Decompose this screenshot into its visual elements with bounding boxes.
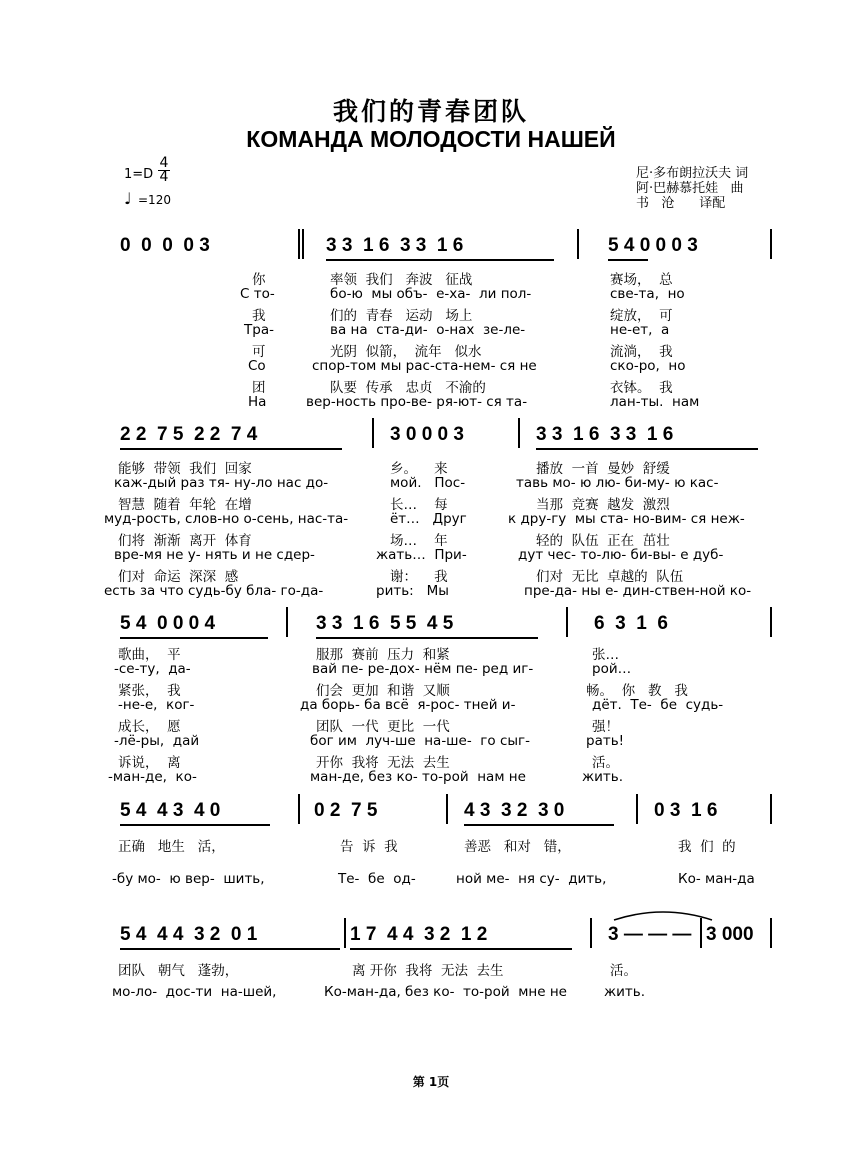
lyric-segment: Тра-: [244, 322, 274, 338]
barline: [636, 794, 638, 824]
lyric-segment: 离 开你 我将 无法 去生: [352, 963, 504, 979]
lyric-line: [0, 583, 862, 601]
notation-segment: 0 0 0 0 3: [120, 235, 210, 256]
lyric-segment: 活。: [610, 963, 637, 979]
lyric-segment: 播放 一首 曼妙 舒缓: [536, 461, 670, 477]
lyric-segment: ман-де, без ко- то-рой нам не: [310, 769, 526, 785]
lyric-line: [0, 769, 862, 787]
time-signature-bottom: 4: [159, 169, 169, 185]
lyric-line: [0, 322, 862, 340]
beam-line: [536, 448, 758, 450]
credit-composer: 阿·巴赫慕托娃 曲: [636, 181, 744, 196]
lyric-segment: 成长， 愿: [118, 719, 181, 735]
quarter-note-icon: ♩: [124, 189, 132, 208]
credit-translator: 书 沧 译配: [636, 196, 726, 211]
key-signature: 1=D: [124, 167, 154, 182]
lyric-line: [0, 457, 862, 475]
lyric-line: [0, 340, 862, 358]
time-signature: [158, 157, 170, 184]
lyric-segment: 你: [252, 272, 266, 288]
notation-segment: 4 3 3 2 3 0: [464, 800, 565, 821]
lyric-segment: 们的 青春 运动 场上: [330, 308, 473, 324]
lyric-segment: -се-ту, да-: [114, 661, 191, 677]
staff-system-4: [0, 800, 862, 824]
beam-line: [120, 448, 342, 450]
notation-segment: 5 4 4 3 4 0: [120, 800, 221, 821]
lyric-segment: бог им луч-ше на-ше- го сыг-: [310, 733, 530, 749]
lyric-segment: жить.: [582, 769, 624, 785]
lyric-segment: 轻的 队伍 正在 茁壮: [536, 533, 670, 549]
lyric-segment: 们将 渐渐 离开 体育: [118, 533, 252, 549]
lyric-segment: лан-ты. нам: [610, 394, 700, 410]
lyric-segment: 们对 无比 卓越的 队伍: [536, 569, 684, 585]
barline: [770, 794, 772, 824]
beam-line: [464, 824, 614, 826]
lyric-segment: 率领 我们 奔波 征战: [330, 272, 473, 288]
lyric-segment: 光阴 似箭， 流年 似水: [330, 344, 482, 360]
lyric-line: [0, 715, 862, 733]
beam-line: [120, 948, 340, 950]
notation-segment: 1 7 4 4 3 2 1 2: [350, 924, 488, 945]
lyric-line: [0, 376, 862, 394]
barline: [446, 794, 448, 824]
lyric-segment: 我: [252, 308, 266, 324]
lyric-line: [0, 547, 862, 565]
lyric-segment: 诉说， 离: [118, 755, 181, 771]
lyric-segment: тавь мо- ю лю- би-му- ю кас-: [516, 475, 719, 491]
lyric-segment: вер-ность про-ве- ря-ют- ся та-: [306, 394, 528, 410]
repeat-barline: [298, 229, 300, 259]
lyric-segment: 畅。 你 教 我: [586, 683, 688, 699]
lyric-segment: све-та, но: [610, 286, 685, 302]
lyric-segment: 场… 年: [390, 533, 448, 549]
notation-segment: 6 3 1 6: [594, 613, 668, 634]
title-chinese: 我们的青春团队: [332, 97, 529, 126]
lyric-line: [0, 733, 862, 751]
barline: [770, 918, 772, 948]
lyric-line: [0, 493, 862, 511]
barline: [700, 918, 702, 948]
lyric-segment: 智慧 随着 年轮 在增: [118, 497, 252, 513]
lyric-segment: каж-дый раз тя- ну-ло нас до-: [114, 475, 329, 491]
beam-line: [316, 637, 538, 639]
notation-segment: 3 3 1 6 3 3 1 6: [536, 424, 674, 445]
lyric-segment: 告 诉 我: [340, 839, 398, 855]
credits: [636, 166, 748, 211]
lyric-segment: -не-е, ког-: [118, 697, 195, 713]
time-signature-top: 4: [159, 155, 169, 171]
lyric-segment: ско-ро, но: [610, 358, 686, 374]
lyric-segment: 善恶 和对 错，: [464, 839, 571, 855]
lyric-line: [0, 565, 862, 583]
lyric-segment: 开你 我将 无法 去生: [316, 755, 450, 771]
lyric-segment: ёт… Друг: [390, 511, 467, 527]
notation-segment: 3 000: [706, 924, 754, 945]
lyric-segment: Те- бе од-: [338, 871, 416, 887]
lyric-line: [0, 959, 862, 977]
lyric-segment: дут чес- то-лю- би-вы- е дуб-: [518, 547, 724, 563]
beam-line: [350, 948, 572, 950]
lyric-segment: 张…: [592, 647, 619, 663]
lyric-line: [0, 511, 862, 529]
beam-line: [120, 824, 270, 826]
lyric-segment: мо-ло- дос-ти на-шей,: [112, 984, 277, 1000]
barline: [286, 607, 288, 637]
barline: [518, 418, 520, 448]
lyric-line: [0, 358, 862, 376]
lyric-segment: 流淌， 我: [610, 344, 673, 360]
lyric-segment: вре-мя не у- нять и не сдер-: [114, 547, 315, 563]
lyric-segment: 团队 朝气 蓬勃，: [118, 963, 239, 979]
beam-line: [608, 259, 648, 261]
barline: [770, 607, 772, 637]
beam-line: [120, 637, 268, 639]
credit-lyricist: 尼·多布朗拉沃夫 词: [636, 166, 749, 181]
lyric-segment: есть за что судь-бу бла- го-да-: [104, 583, 324, 599]
lyric-segment: -бу мо- ю вер- шить,: [112, 871, 265, 887]
barline: [577, 229, 579, 259]
lyric-segment: жать… При-: [376, 547, 467, 563]
notation-segment: 3 3 1 6 5 5 4 5: [316, 613, 454, 634]
staff-system-2: [0, 424, 862, 448]
barline: [590, 918, 592, 948]
lyric-line: [0, 394, 862, 412]
staff-system-1: [0, 235, 862, 259]
lyric-segment: вай пе- ре-дох- нём пе- ред иг-: [312, 661, 534, 677]
lyric-segment: бо-ю мы объ- е-ха- ли пол-: [330, 286, 532, 302]
lyric-segment: 服那 赛前 压力 和紧: [316, 647, 450, 663]
notation-segment: 3 — — —: [608, 924, 692, 945]
lyric-segment: 可: [252, 344, 266, 360]
barline: [372, 418, 374, 448]
lyric-line: [0, 751, 862, 769]
barline: [298, 794, 300, 824]
lyric-segment: С то-: [240, 286, 275, 302]
notation-segment: 3 0 0 0 3: [390, 424, 464, 445]
lyric-line: [0, 286, 862, 304]
lyric-segment: -лё-ры, дай: [114, 733, 200, 749]
lyric-segment: дёт. Те- бе судь-: [592, 697, 724, 713]
notation-segment: 0 2 7 5: [314, 800, 378, 821]
barline: [566, 607, 568, 637]
lyric-segment: муд-рость, слов-но о-сень, нас-та-: [104, 511, 349, 527]
lyric-segment: ной ме- ня су- дить,: [456, 871, 607, 887]
lyric-segment: На: [248, 394, 267, 410]
lyric-line: [0, 304, 862, 322]
lyric-line: [0, 679, 862, 697]
lyric-line: [0, 268, 862, 286]
lyric-segment: 们会 更加 和谐 又顺: [316, 683, 450, 699]
lyric-segment: Ко-ман-да, без ко- то-рой мне не: [324, 984, 567, 1000]
lyric-segment: ва на ста-ди- о-нах зе-ле-: [330, 322, 526, 338]
lyric-segment: 谢： 我: [390, 569, 448, 585]
lyric-segment: 歌曲， 平: [118, 647, 181, 663]
lyric-segment: рить: Мы: [376, 583, 449, 599]
barline: [344, 918, 346, 948]
lyric-segment: 能够 带领 我们 回家: [118, 461, 252, 477]
lyric-segment: мой. Пос-: [390, 475, 466, 491]
lyric-segment: -ман-де, ко-: [108, 769, 197, 785]
lyric-segment: 长… 每: [390, 497, 448, 513]
lyric-line: [0, 643, 862, 661]
notation-segment: 0 3 1 6: [654, 800, 718, 821]
tempo-marking: =120: [138, 193, 171, 207]
lyric-segment: да борь- ба всё я-рос- тней и-: [300, 697, 516, 713]
lyric-segment: 赛场， 总: [610, 272, 673, 288]
notation-segment: 5 4 0 0 0 3: [608, 235, 698, 256]
lyric-line: [0, 835, 862, 853]
tie-arc: [612, 908, 714, 922]
beam-line: [326, 259, 554, 261]
lyric-segment: 队要 传承 忠贞 不渝的: [330, 380, 486, 396]
notation-segment: 3 3 1 6 3 3 1 6: [326, 235, 464, 256]
lyric-segment: Со: [248, 358, 266, 374]
barline: [770, 229, 772, 259]
lyric-segment: жить.: [604, 984, 646, 1000]
notation-segment: 2 2 7 5 2 2 7 4: [120, 424, 258, 445]
lyric-line: [0, 475, 862, 493]
lyric-line: [0, 984, 862, 1002]
lyric-line: [0, 871, 862, 889]
repeat-barline: [302, 229, 304, 259]
lyric-segment: 乡。 来: [390, 461, 448, 477]
staff-system-5: [0, 924, 862, 948]
lyric-segment: рой…: [592, 661, 632, 677]
lyric-segment: к дру-гу мы ста- но-вим- ся неж-: [508, 511, 745, 527]
lyric-segment: рать!: [586, 733, 625, 749]
lyric-segment: пре-да- ны е- дин-ствен-ной ко-: [524, 583, 752, 599]
lyric-segment: 活。: [592, 755, 619, 771]
notation-segment: 5 4 0 0 0 4: [120, 613, 216, 634]
lyric-segment: 紧张， 我: [118, 683, 181, 699]
lyric-segment: 正确 地生 活，: [118, 839, 225, 855]
lyric-line: [0, 661, 862, 679]
lyric-line: [0, 697, 862, 715]
lyric-segment: не-ет, а: [610, 322, 670, 338]
lyric-segment: 团: [252, 380, 266, 396]
lyric-segment: 我 们 的: [678, 839, 736, 855]
lyric-segment: Ко- ман-да: [678, 871, 755, 887]
lyric-segment: 当那 竞赛 越发 激烈: [536, 497, 670, 513]
lyric-segment: 强！: [592, 719, 619, 735]
title-russian: КОМАНДА МОЛОДОСТИ НАШЕЙ: [246, 126, 616, 152]
lyric-line: [0, 529, 862, 547]
lyric-segment: спор-том мы рас-ста-нем- ся не: [312, 358, 537, 374]
page-number: 第 1页: [412, 1075, 450, 1089]
lyric-segment: 们对 命运 深深 感: [118, 569, 239, 585]
lyric-segment: 衣钵。 我: [610, 380, 673, 396]
lyric-segment: 绽放， 可: [610, 308, 673, 324]
lyric-segment: 团队 一代 更比 一代: [316, 719, 450, 735]
staff-system-3: [0, 613, 862, 637]
notation-segment: 5 4 4 4 3 2 0 1: [120, 924, 258, 945]
